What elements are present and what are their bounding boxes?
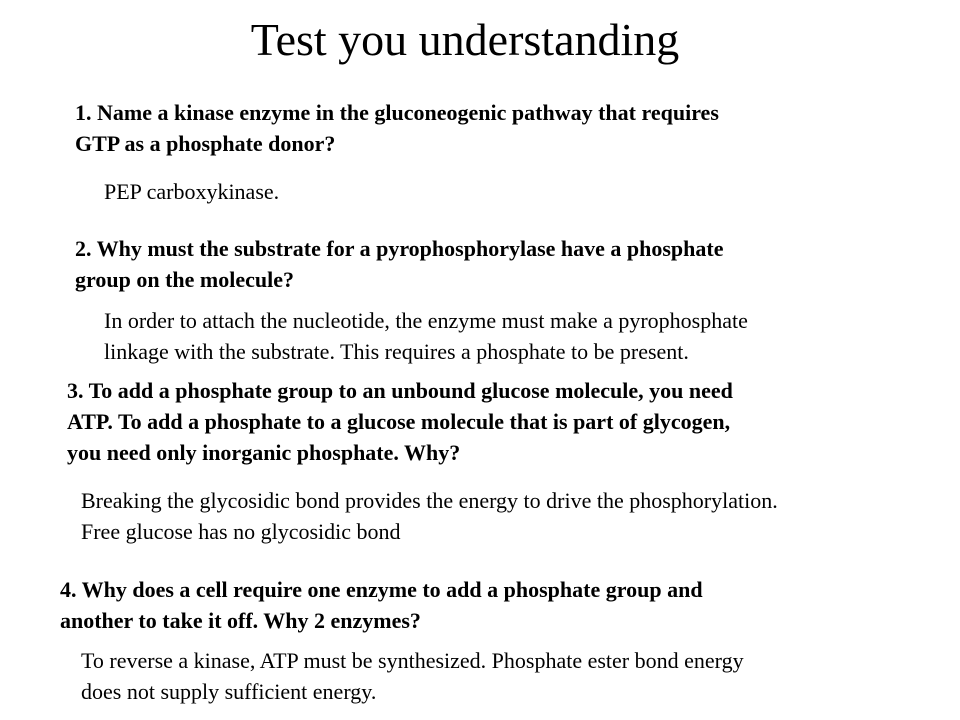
question-4-line-1: 4. Why does a cell require one enzyme to add a phosphate group and — [60, 577, 703, 602]
question-2 — [75, 233, 723, 295]
answer-3-line-1: Breaking the glycosidic bond provides the energy to drive the phosphorylation. — [81, 488, 778, 513]
question-1-line-1: 1. Name a kinase enzyme in the gluconeogenic pathway that requires — [75, 100, 719, 125]
question-2-line-2: group on the molecule? — [75, 267, 294, 292]
question-2-line-1: 2. Why must the substrate for a pyrophosphorylase have a phosphate — [75, 236, 724, 261]
question-3 — [67, 375, 733, 468]
answer-1-line-1: PEP carboxykinase. — [104, 179, 280, 204]
answer-1 — [104, 176, 279, 207]
answer-4 — [81, 645, 744, 707]
question-3-line-3: you need only inorganic phosphate. Why? — [67, 440, 461, 465]
question-1-line-2: GTP as a phosphate donor? — [75, 131, 336, 156]
answer-2 — [104, 305, 748, 367]
answer-4-line-1: To reverse a kinase, ATP must be synthesized. Phosphate ester bond energy — [81, 648, 744, 673]
question-3-line-1: 3. To add a phosphate group to an unbound glucose molecule, you need — [67, 378, 733, 403]
answer-2-line-1: In order to attach the nucleotide, the enzyme must make a pyrophosphate — [104, 308, 748, 333]
answer-3-line-2: Free glucose has no glycosidic bond — [81, 519, 401, 544]
question-3-line-2: ATP. To add a phosphate to a glucose molecule that is part of glycogen, — [67, 409, 731, 434]
answer-3 — [81, 485, 778, 547]
page-title: Test you understanding — [250, 14, 680, 65]
question-4 — [60, 574, 703, 636]
answer-2-line-2: linkage with the substrate. This requires a phosphate to be present. — [104, 339, 689, 364]
question-4-line-2: another to take it off. Why 2 enzymes? — [60, 608, 421, 633]
answer-4-line-2: does not supply sufficient energy. — [81, 679, 377, 704]
question-1 — [75, 97, 719, 159]
